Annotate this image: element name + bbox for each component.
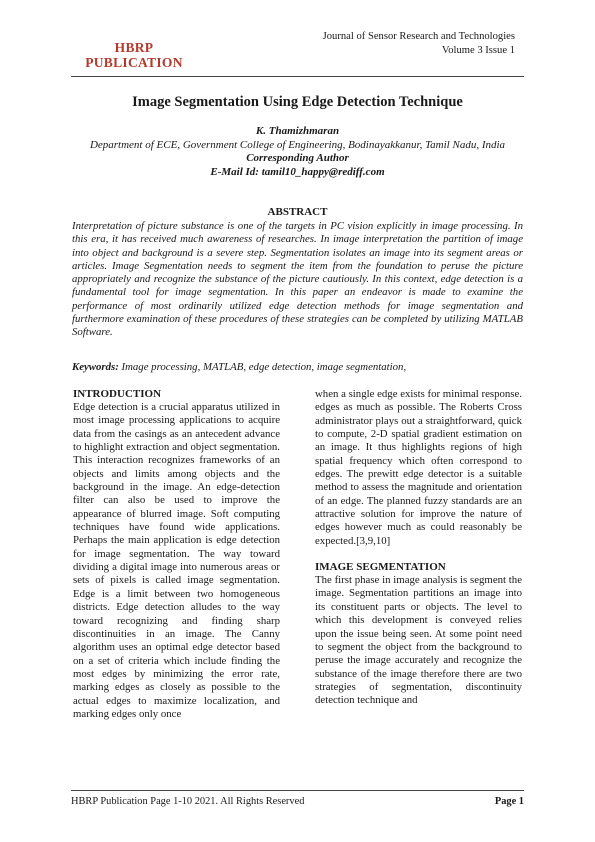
page-footer <box>71 796 524 807</box>
paper-title: Image Segmentation Using Edge Detection Technique <box>132 94 463 110</box>
author-email: E-Mail Id: tamil10_happy@rediff.com <box>210 165 385 178</box>
logo-line-1: HBRP <box>114 40 154 55</box>
footer-copyright: HBRP Publication Page 1-10 2021. All Rights Reserved <box>71 796 305 807</box>
publisher-logo <box>79 40 189 70</box>
keywords-text: Image processing, MATLAB, edge detection, image segmentation, <box>121 361 407 373</box>
right-column <box>315 388 522 708</box>
introduction-heading: INTRODUCTION <box>73 388 162 400</box>
corresponding-author: Corresponding Author <box>246 152 349 164</box>
image-segmentation-text: The first phase in image analysis is segment the image. Segmentation partitions an image into its constituent parts or objects. The level to which this development is conveyed relies upon the issue being seen. At some point need to segment the object from the background to peruse the image accurately and recognize the substance of the image therefore there are two strategies of segmentation, discontinuity detection technique and <box>315 574 522 707</box>
left-column <box>73 388 280 721</box>
page-number: Page 1 <box>494 796 524 807</box>
footer-divider <box>71 790 524 791</box>
volume-issue: Volume 3 Issue 1 <box>441 45 515 56</box>
author-name: K. Thamizhmaran <box>255 125 340 137</box>
abstract-heading: ABSTRACT <box>267 206 328 218</box>
journal-name: Journal of Sensor Research and Technologies <box>322 31 515 42</box>
author-affiliation: Department of ECE, Government College of Engineering, Bodinayakkanur, Tamil Nadu, India <box>89 138 506 151</box>
author-block <box>78 125 517 179</box>
introduction-continued: when a single edge exists for minimal response. edges as much as possible. The Roberts Cross administrator plays out a straightforward, quick to compute, 2-D spatial gradient estimation on an image. It thus highlights regions of high spatial frequency which often correspond to edges. The prewitt edge detector is a suitable method to assess the magnitude and orientation of an edge. The planned fuzzy standards are an attractive solution for improve the nature of edges however much as could reasonably be expected.[3,9,10] <box>315 388 522 547</box>
header-divider <box>71 76 524 77</box>
keywords <box>72 361 523 374</box>
keywords-label: Keywords: <box>72 361 119 373</box>
journal-header <box>323 30 515 58</box>
image-segmentation-heading: IMAGE SEGMENTATION <box>315 561 446 574</box>
logo-line-2: PUBLICATION <box>85 55 183 70</box>
abstract-text: Interpretation of picture substance is one of the targets in PC vision explicitly in image processing. In this era, it has received much awareness of researches. In image interpretation the partition of image into object and background is a severe step. Segmentation isolates an image into its segment areas or articles. Image Segmentation needs to segment the item from the foundation to peruse the picture appropriately and recognize the substance of the picture cautiously. In this context, edge detection is a fundamental tool for image segmentation. In this paper an endeavor is made to examine the performance of most ordinarily utilized edge detection methods for image segmentation and furthermore examination of these procedures of these strategies can be completed by utilizing MATLAB Software. <box>72 220 523 339</box>
introduction-text: Edge detection is a crucial apparatus utilized in most image processing applications to acquire data from the casings as an antecedent advance to highlight extraction and object segmentation. This interaction recognizes frameworks of an objects and limits among objects and the background in the image. An edge-detection filter can also be used to improve the appearance of blurred image. Soft computing techniques have found wide applications. Perhaps the main application is edge detection for image segmentation. The way toward dividing a digital image into numerous areas or sets of pixels is called image segmentation. Edge is a limit between two homogeneous districts. Edge detection alludes to the way toward recognizing and finding sharp discontinuities in an image. The Canny algorithm uses an optimal edge detector based on a set of criteria which include finding the most edges by minimizing the error rate, marking edges as closely as possible to the actual edges to maximize localization, and marking edges only once <box>73 401 280 720</box>
